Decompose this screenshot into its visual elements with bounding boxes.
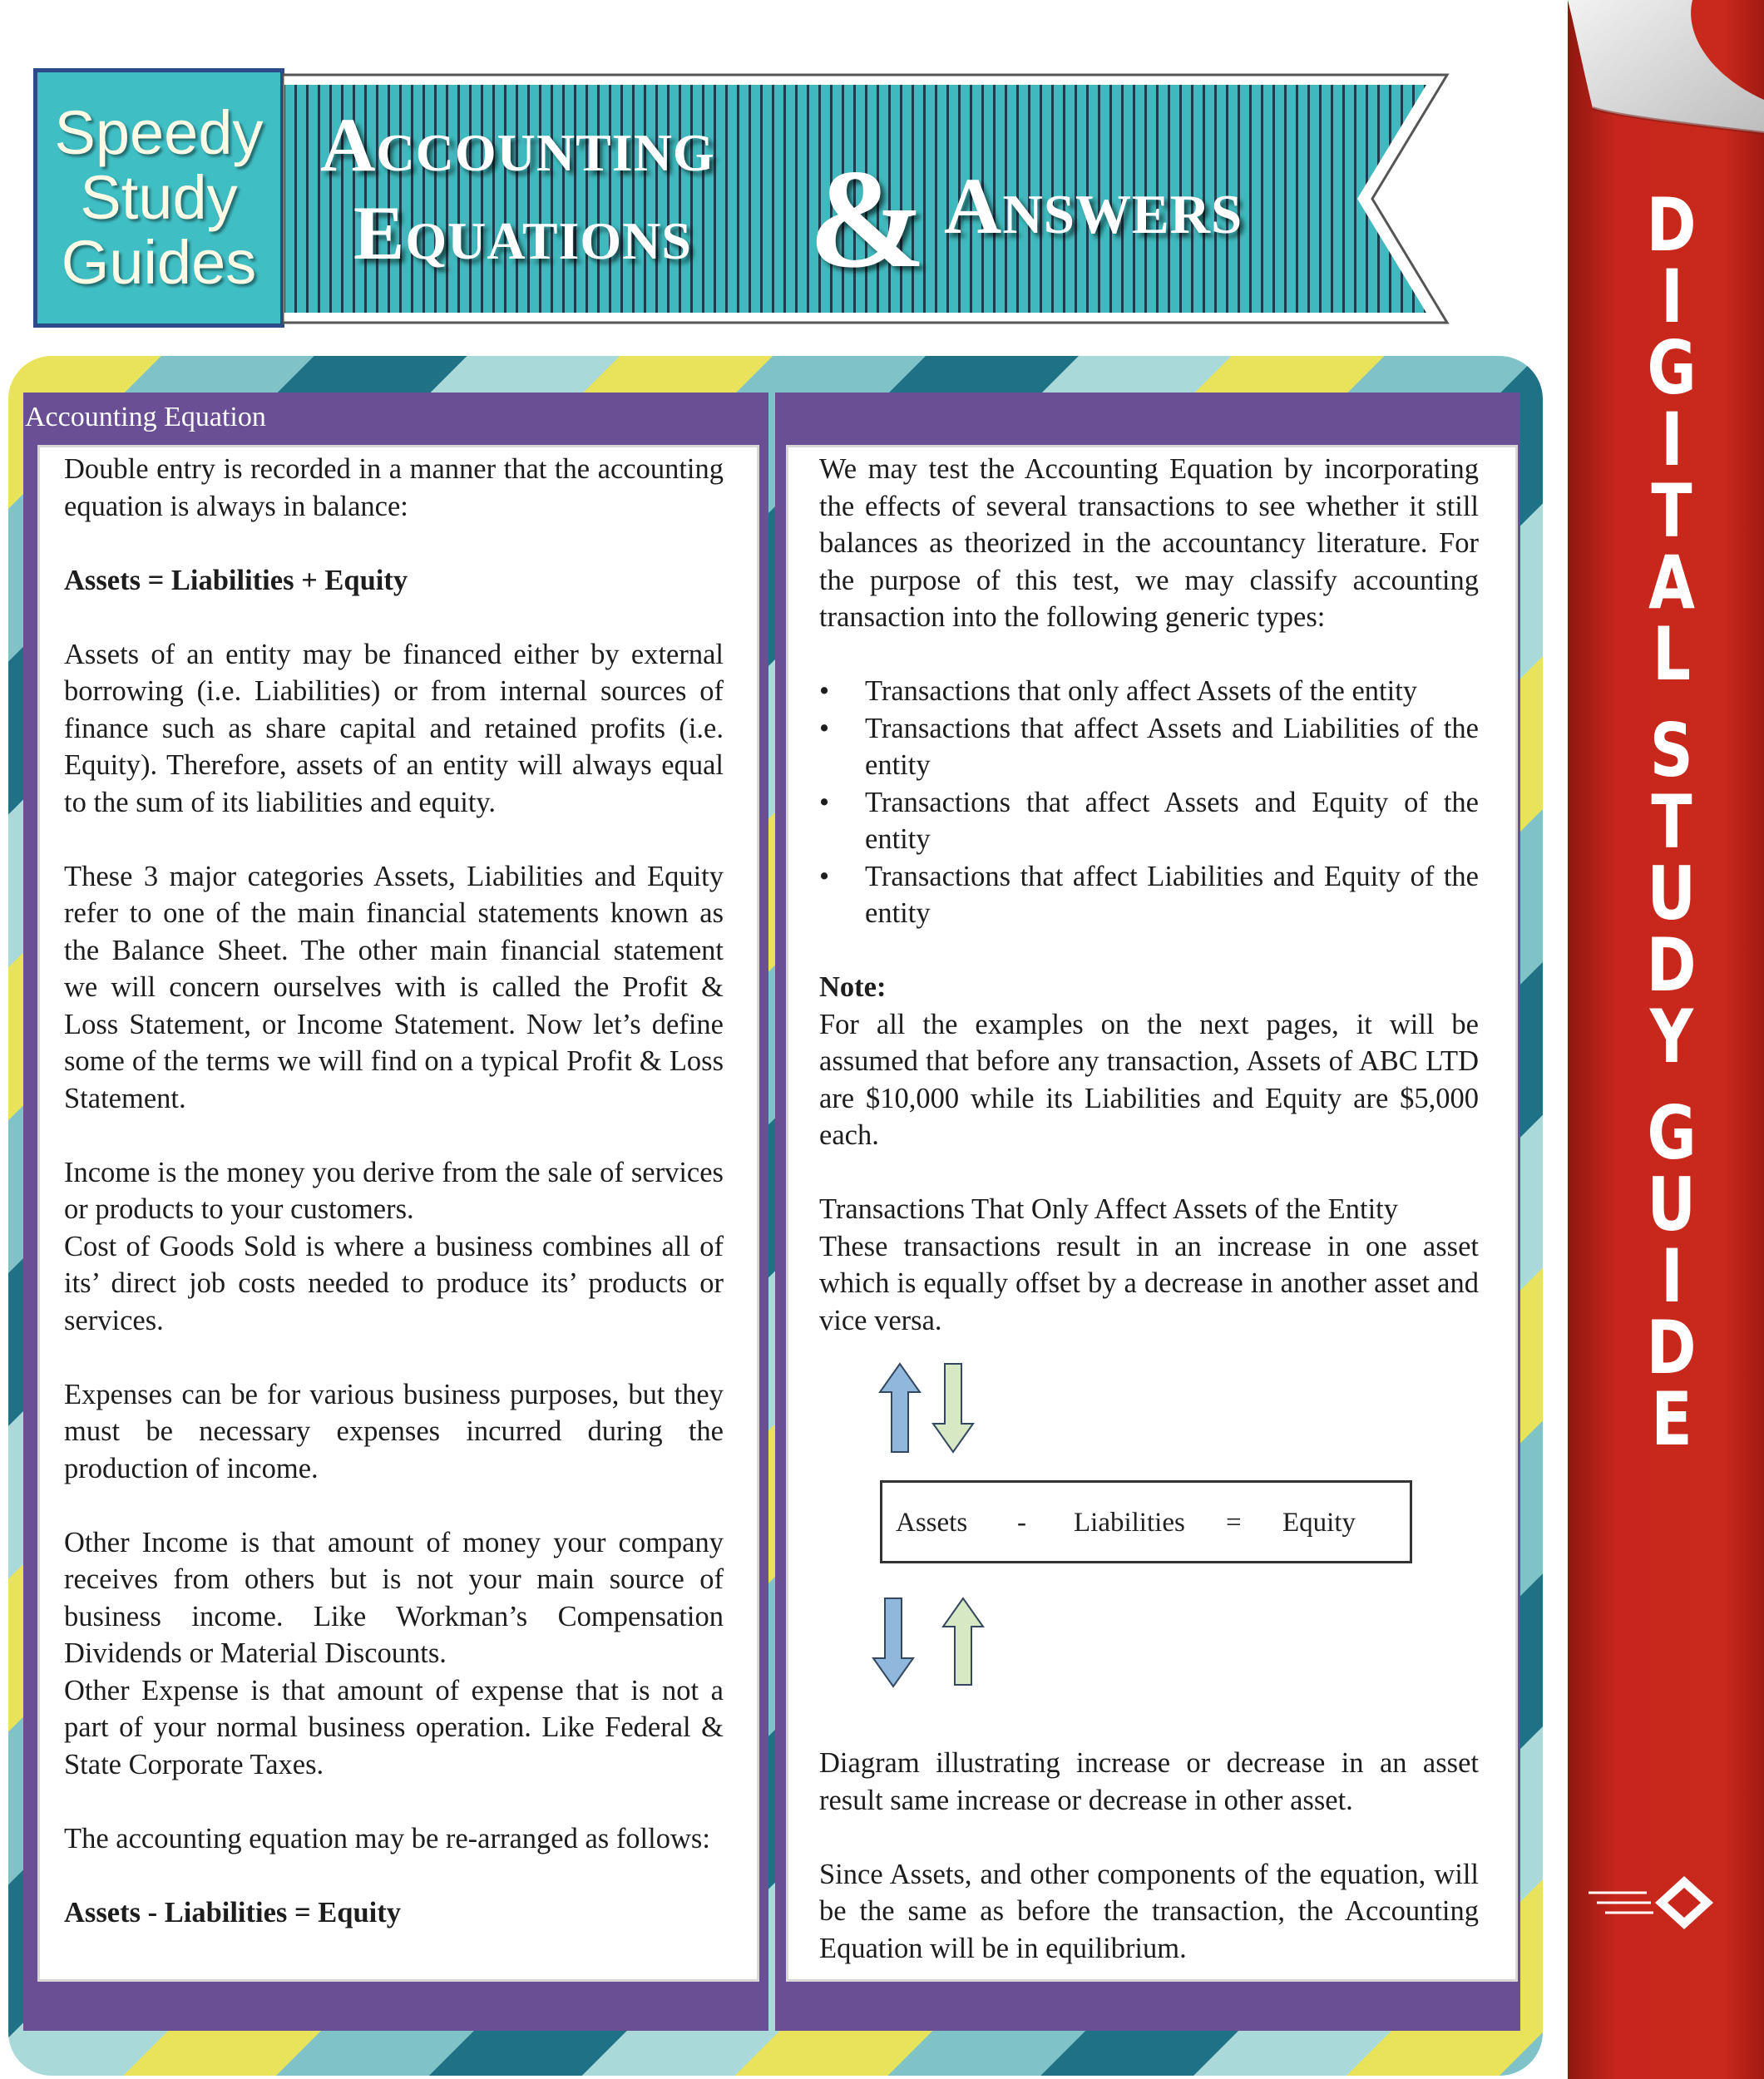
transaction-types-list	[819, 673, 1479, 932]
up-arrow-icon	[943, 1598, 983, 1685]
bullet-icon: •	[819, 712, 830, 744]
paragraph: These 3 major categories Assets, Liabilities and Equity refer to one of the main financial statements known as the Balance Sheet. The other main financial statement we will concern ourselves with is called the Profit & Loss Statement, or Income Statement. Now let’s define some of the terms we will find on a typical Profit & Loss Statement.	[64, 860, 724, 1114]
closing-paragraph: Since Assets, and other components of the equation, will be the same as before the transaction, the Accounting Equation will be in equilibrium.	[819, 1858, 1479, 1964]
ribbon-letter: I	[1660, 254, 1683, 339]
paragraph: Assets of an entity may be financed either by external borrowing (i.e. Liabilities) or from internal sources of finance such as share capital and retained profits (i.e. Equity). Therefore, assets of an entity will always equal to the sum of its liabilities and equity.	[64, 638, 724, 818]
section-heading: Accounting Equation	[25, 402, 266, 432]
ribbon-letter: I	[1660, 397, 1683, 482]
note-text: For all the examples on the next pages, it will be assumed that before any transaction, Assets of ABC LTD are $10,000 while its Liabilities and Equity are $5,000 each.	[819, 1008, 1479, 1151]
ribbon-letter: T	[1651, 779, 1692, 865]
ribbon-letter: D	[1647, 922, 1697, 1008]
section-title: Transactions That Only Affect Assets of the Entity	[819, 1193, 1399, 1225]
ribbon-letter: A	[1648, 540, 1695, 625]
publisher-logo-icon	[1589, 1869, 1722, 1936]
paragraph-income: Income is the money you derive from the sale of services or products to your customers.	[64, 1156, 724, 1225]
list-item: • Transactions that only affect Assets of the entity	[819, 673, 1479, 710]
down-arrow-icon	[933, 1364, 973, 1452]
ribbon-letter: G	[1647, 325, 1697, 411]
ribbon-letter: T	[1651, 468, 1692, 554]
ribbon-letter: E	[1651, 1376, 1692, 1462]
ribbon-letter: I	[1660, 1233, 1683, 1319]
bullet-icon: •	[819, 786, 830, 818]
title-line-answers: Answers	[944, 161, 1243, 250]
list-item: • Transactions that affect Assets and Equity of the entity	[819, 784, 1479, 858]
paragraph: We may test the Accounting Equation by incorporating the effects of several transactions to see whether it still balances as theorized in the accountancy literature. For the purpose of this test, we may classify accounting transaction into the following generic types:	[819, 453, 1479, 633]
up-arrow-icon	[880, 1364, 920, 1452]
down-arrow-icon	[873, 1598, 913, 1686]
rearranged-equation: Assets - Liabilities = Equity	[64, 1896, 401, 1928]
equation-assets: Assets	[896, 1508, 968, 1538]
ribbon-letter: U	[1647, 851, 1697, 936]
paragraph-cogs: Cost of Goods Sold is where a business combines all of its’ direct job costs needed to produce its’ products or services.	[64, 1230, 724, 1336]
title-line-accounting: Accounting	[320, 102, 715, 187]
paragraph-expenses: Expenses can be for various business purposes, but they must be necessary expenses incurred during the production of income.	[64, 1378, 724, 1484]
note-label: Note:	[819, 971, 887, 1003]
ribbon-letter: L	[1653, 611, 1691, 697]
accounting-equation: Assets = Liabilities + Equity	[64, 564, 408, 596]
equation-equals: =	[1226, 1508, 1242, 1538]
ribbon-letter: G	[1647, 1090, 1697, 1176]
logo-line-1: Speedy	[54, 98, 264, 167]
ribbon-letter: D	[1647, 1305, 1697, 1390]
diagram-caption: Diagram illustrating increase or decrease in an asset result same increase or decrease in other asset.	[819, 1747, 1479, 1816]
left-column-text	[64, 451, 724, 1931]
speedy-study-guides-logo	[33, 68, 284, 328]
title-line-equations: Equations	[353, 190, 693, 275]
ribbon-letter: D	[1647, 182, 1697, 268]
bullet-icon: •	[819, 675, 830, 707]
equation-equity: Equity	[1282, 1508, 1356, 1538]
equation-box	[880, 1480, 1412, 1563]
equation-minus: -	[1017, 1508, 1026, 1538]
ribbon-letter: U	[1647, 1162, 1697, 1247]
logo-line-3: Guides	[61, 228, 257, 297]
list-item: • Transactions that affect Assets and Liabilities of the entity	[819, 710, 1479, 784]
paragraph-other-income: Other Income is that amount of money your company receives from others but is not your main source of business income. Like Workman’s Compensation Dividends or Material Discounts.	[64, 1526, 724, 1669]
section-text: These transactions result in an increase in one asset which is equally offset by a decrease in another asset and vice versa.	[819, 1230, 1479, 1336]
paragraph-other-expense: Other Expense is that amount of expense that is not a part of your normal business operation. Like Federal & State Corporate Taxes.	[64, 1674, 724, 1780]
paragraph: The accounting equation may be re-arranged as follows:	[64, 1822, 710, 1854]
right-column-bottom-text	[819, 1745, 1479, 1967]
title-ampersand: &	[808, 141, 926, 297]
right-column-text	[819, 451, 1479, 1339]
ribbon-vertical-text	[1601, 182, 1742, 1462]
ribbon-letter: S	[1650, 708, 1693, 793]
ribbon-letter: Y	[1649, 994, 1694, 1079]
logo-line-2: Study	[80, 163, 238, 232]
bullet-icon: •	[819, 860, 830, 892]
equation-liabilities: Liabilities	[1074, 1508, 1185, 1538]
paragraph: Double entry is recorded in a manner that the accounting equation is always in balance:	[64, 453, 724, 522]
list-item: • Transactions that affect Liabilities and Equity of the entity	[819, 858, 1479, 932]
